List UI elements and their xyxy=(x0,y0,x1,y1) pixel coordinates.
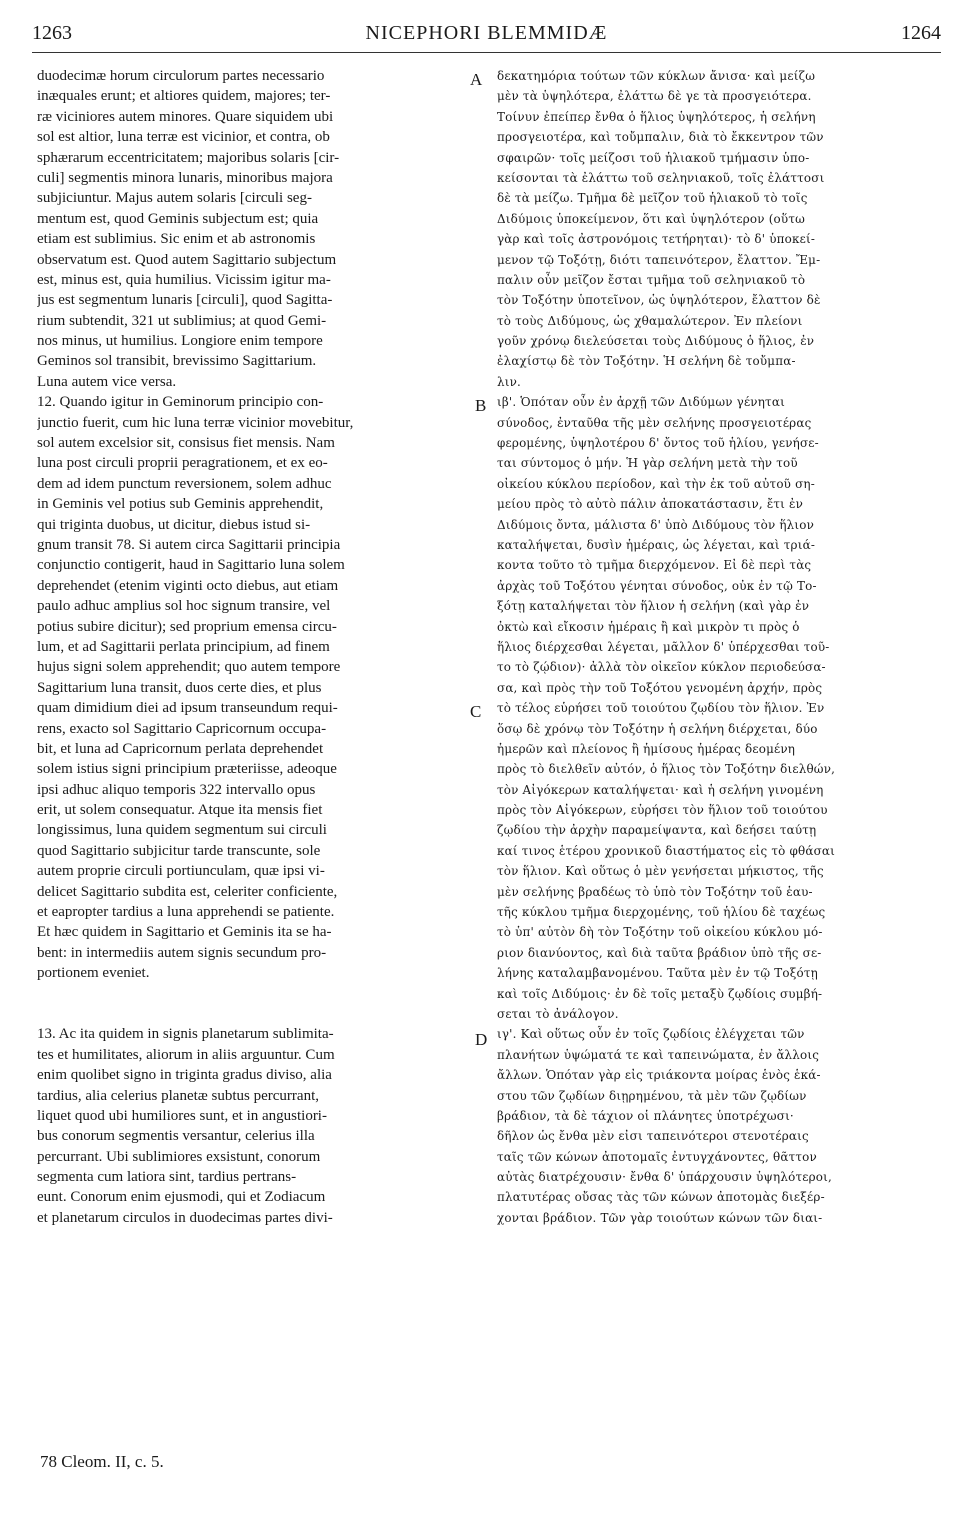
greek-text-line: ἡμερῶν καὶ πλείονος ἢ ἡμίσους ἡμέρας δεομένη xyxy=(497,741,796,756)
greek-text-line: ἀρχὰς τοῦ Τοξότου γένηται σύνοδος, οὐκ ἐν τῷ Το- xyxy=(497,578,817,593)
latin-text-line: enim quolibet signo in triginta gradus diviso, alia xyxy=(37,1067,332,1084)
greek-text-line: τὸ τοὺς Διδύμους, ὡς χθαμαλώτερον. Ἐν πλείονι xyxy=(497,313,803,328)
greek-text-line: δεκατημόρια τούτων τῶν κύκλων ἄνισα· καὶ μείζω xyxy=(497,69,816,83)
latin-text-line: autem proprie circuli portiunculam, quæ ipsi vi- xyxy=(37,863,325,880)
latin-text-line: sol est altior, luna terræ est vicinior, et contra, ob xyxy=(37,129,330,146)
greek-text-line: καταλήψεται, δυσὶν ἡμέραις, ὡς λέγεται, καὶ τριά- xyxy=(497,537,816,552)
latin-text-line: Sagittarium luna transit, duos certe dies, et plus xyxy=(37,679,322,696)
greek-text-line: Διδύμοις ὄντα, μάλιστα δ' ὑπὸ Διδύμους τὸν ἥλιον xyxy=(497,517,815,532)
margin-letter-b: B xyxy=(475,396,487,415)
greek-text-line: οἰκείου κύκλου περίοδον, καὶ τὴν ἐκ τοῦ αὐτοῦ ση- xyxy=(497,476,815,491)
latin-text-line: eunt. Conorum enim ejusmodi, qui et Zodiacum xyxy=(37,1189,326,1206)
greek-text-line: μὲν τὰ ὑψηλότερα, ἐλάττω δὲ γε τὰ προσγειότερα. xyxy=(497,89,812,104)
greek-text-line: κοντα τοῦτο τὸ τμῆμα διερχόμενον. Εἰ δὲ περὶ τὰς xyxy=(497,558,812,573)
latin-text-line: junctio fuerit, cum hic luna terræ vicinior movebitur, xyxy=(37,414,354,431)
header-rule xyxy=(32,52,941,53)
greek-text-line: κείσονται τὰ ἐλάττω τοῦ σεληνιακοῦ, τοῖς ἐλάττοσι xyxy=(497,170,825,185)
latin-text-line: percurrant. Ubi sublimiores exsistunt, conorum xyxy=(37,1148,321,1165)
greek-text-line: ξότῃ καταλήψεται τὸν ἥλιον ἡ σελήνη (καὶ γὰρ ἐν xyxy=(497,599,810,614)
latin-text-line: potius subire dicitur); sed proprium emensa circu- xyxy=(37,618,337,635)
greek-text-line: το τὸ ζῴδιον)· ἀλλὰ τὸν οἰκεῖον κύκλον περιοδεύσα- xyxy=(497,660,826,675)
greek-column xyxy=(497,66,933,1228)
greek-text-line: μείου πρὸς τὸ αὐτὸ πάλιν ἀποκατάστασιν, ἔτι ἐν xyxy=(497,497,804,512)
latin-text-line: hujus signi solem apprehendit; quo autem tempore xyxy=(37,659,341,676)
greek-text-line: καὶ τοῖς Διδύμοις· ἐν δὲ τοῖς μεταξὺ ζῳδίοις συμβή- xyxy=(497,986,823,1001)
latin-text-line: et eapropter tardius a luna apprehendi se patiente. xyxy=(37,904,335,921)
page-header xyxy=(32,22,941,52)
latin-text-line: deprehendet (etenim viginti octo diebus, aut etiam xyxy=(37,577,339,594)
latin-text-line: quod Sagittario subjicitur tarde transcunte, sole xyxy=(37,842,321,859)
greek-text-line: σα, καὶ πρὸς τὴν τοῦ Τοξότου γενομένη ἀρχήν, πρὸς xyxy=(497,680,823,695)
greek-text-line: φερομένης, ὑψηλοτέρου δ' ὄντος τοῦ ἡλίου, γενήσε- xyxy=(497,436,819,451)
greek-text-line: σφαιρῶν· τοῖς μείζοσι τοῦ ἡλιακοῦ τμήμασιν ὑπο- xyxy=(497,150,810,165)
margin-letter-d: D xyxy=(475,1030,488,1049)
page-number-right: 1264 xyxy=(901,22,941,44)
latin-text-line: sol autem excelsior sit, consisus fiet mensis. Nam xyxy=(37,435,335,452)
greek-text-line: Τοίνυν ἐπείπερ ἔνθα ὁ ἥλιος ὑψηλότερος, ἡ σελήνη xyxy=(497,109,816,124)
latin-text-line: Et hæc quidem in Sagittario et Geminis ita se ha- xyxy=(37,924,332,941)
latin-text-line: erit, ut solem consequatur. Atque ita mensis fiet xyxy=(37,802,323,819)
greek-text-line: μὲν σελήνης βραδέως τὸ ὑπὸ τὸν Τοξότην τοῦ ἑαυ- xyxy=(497,884,813,899)
greek-text-line: ζῳδίου τὴν ἀρχὴν παραμείψαντα, καὶ δεήσει ταύτῃ xyxy=(497,823,817,838)
greek-text-line: τὸ ὑπ' αὐτὸν δὴ τὸν Τοξότην τοῦ οἰκείου κύκλου μό- xyxy=(497,925,823,940)
latin-text-line xyxy=(37,1004,467,1024)
latin-text-line: quam dimidium diei ad ipsum transeundum requi- xyxy=(37,700,338,717)
greek-text-line: δῆλον ὡς ἔνθα μὲν εἰσι ταπεινότεροι στενοτέραις xyxy=(497,1129,809,1144)
latin-text-line: in Geminis vel potius sub Geminis apprehendit, xyxy=(37,496,324,513)
greek-text-line: ἥλιος διέρχεσθαι λέγεται, μᾶλλον δ' ὑπέρχεσθαι τοῦ- xyxy=(497,639,830,654)
latin-text-line: duodecimæ horum circulorum partes necessario xyxy=(37,68,325,84)
latin-text-line: paulo adhuc amplius sol hoc signum transire, vel xyxy=(37,598,331,615)
greek-text-line: σεται τὸ ἀνάλογον. xyxy=(497,1006,619,1021)
greek-text-line: λιν. xyxy=(497,374,522,389)
greek-text-line: ἄλλων. Ὁπόταν γὰρ εἰς τριάκοντα μοίρας ἑνὸς ἑκά- xyxy=(497,1068,821,1083)
greek-text-line: στου τῶν ζῳδίων διῃρημένου, τὰ μὲν τῶν ζῳδίων xyxy=(497,1088,807,1103)
latin-text-line: tardius, alia celerius planetæ subtus percurrant, xyxy=(37,1087,319,1104)
footnote: 78 Cleom. II, c. 5. xyxy=(40,1452,164,1471)
latin-text-line: est, minus est, quia humilius. Vicissim igitur ma- xyxy=(37,271,331,288)
running-title: NICEPHORI BLEMMIDÆ xyxy=(365,22,608,44)
latin-text-line: etiam est sublimius. Sic enim et ab astronomis xyxy=(37,231,316,248)
greek-text-line: χονται βράδιον. Τῶν γὰρ τοιούτων κώνων τῶν διαι- xyxy=(497,1210,823,1225)
latin-text-line: bent: in intermediis autem signis secundum pro- xyxy=(37,944,327,961)
greek-text-line: πρὸς τὸν Αἰγόκερων, εὑρήσει τὸν ἥλιον τοῦ τοιούτου xyxy=(497,803,828,818)
latin-text-line: rens, exacto sol Sagittario Capricornum occupa- xyxy=(37,720,327,737)
latin-text-line: gnum transit 78. Si autem circa Sagittarii principia xyxy=(37,536,341,553)
latin-text-line: ræ viciniores autem minores. Quare siquidem ubi xyxy=(37,108,334,125)
latin-text-line: solem istius signi principium præteriisse, adeoque xyxy=(37,761,337,778)
latin-text-line: liquet quod ubi humiliores sunt, et in angustiori- xyxy=(37,1107,327,1124)
greek-text-line: τὸν Τοξότην ὑποτεῖνον, ὡς ὑψηλότερον, ἔλαττον δὲ xyxy=(497,293,821,308)
greek-text-line: ὀκτὼ καὶ εἴκοσιν ἡμέραις ἢ καὶ μικρὸν τι πρὸς ὁ xyxy=(497,619,800,634)
latin-text-line: qui triginta duobus, ut dicitur, diebus istud si- xyxy=(37,516,311,533)
latin-text-line: longissimus, luna quidem segmentum sui circuli xyxy=(37,822,327,839)
latin-text-line: Luna autem vice versa. xyxy=(37,373,177,390)
latin-text-line: jus est segmentum lunaris [circuli], quod Sagitta- xyxy=(37,292,333,309)
greek-text-line: ἐλαχίστῳ δὲ τὸν Τοξότην. Ἡ σελήνη δὲ τοὔμπα- xyxy=(497,354,796,369)
latin-text-line: conjunctio contigerit, haud in Sagittario luna solem xyxy=(37,557,345,574)
greek-text-line: ριον διανύοντος, καὶ διὰ ταῦτα βράδιον ὑπὸ τῆς σε- xyxy=(497,945,822,960)
latin-text-line: luna post circuli proprii peragrationem, et ex eo- xyxy=(37,455,328,472)
greek-text-line: πλατυτέρας οὔσας τὰς τῶν κώνων ἀποτομὰς διεξέρ- xyxy=(497,1190,825,1205)
greek-text-line: γοῦν χρόνῳ διελεύσεται τοὺς Διδύμους ὁ ἥλιος, ἐν xyxy=(497,334,815,349)
latin-text-line: segmenta cum latiora sint, tardius pertrans- xyxy=(37,1169,297,1186)
latin-text-line: nos minus, ut humilius. Longiore enim tempore xyxy=(37,333,323,350)
greek-text-line: τὸ τέλος εὑρήσει τοῦ τοιούτου ζῳδίου τὸν ἥλιον. Ἐν xyxy=(497,701,825,716)
margin-letter-c: C xyxy=(470,702,482,721)
latin-column xyxy=(37,66,467,1228)
greek-text-line: δὲ τὰ μείζω. Τμῆμα δὲ μεῖζον τοῦ ἡλιακοῦ τὸ τοῖς xyxy=(497,191,808,206)
greek-text-line: ται σύντομος ὁ μήν. Ἡ γὰρ σελήνη μετὰ τὴν τοῦ xyxy=(497,456,798,471)
latin-text-line: 13. Ac ita quidem in signis planetarum sublimita- xyxy=(37,1026,334,1043)
greek-text-line: πλανήτων ὑψώματά τε καὶ ταπεινώματα, ἐν ἄλλοις xyxy=(497,1047,820,1062)
latin-text-line: lum, et ad Sagittarii perlata principium, ad finem xyxy=(37,638,330,655)
greek-text-line: ὅσῳ δὲ χρόνῳ τὸν Τοξότην ἡ σελήνη διέρχεται, δύο xyxy=(497,721,818,736)
greek-text-line: λήνης καταλαμβανομένου. Ταῦτα μὲν ἐν τῷ Τοξότῃ xyxy=(497,966,819,981)
latin-text-line: rium subtendit, 321 ut sublimius; at quod Gemi- xyxy=(37,312,327,329)
latin-text-line: observatum est. Quod autem Sagittario subjectum xyxy=(37,251,337,268)
latin-text-line: tes et humilitates, aliorum in aliis arguuntur. Cum xyxy=(37,1046,335,1063)
latin-text-line: subjiciuntur. Majus autem solaris [circuli seg- xyxy=(37,190,312,207)
greek-text-line: παλιν οὖν μεῖζον ἔσται τμῆμα τοῦ σεληνιακοῦ τὸ xyxy=(497,272,806,287)
greek-text-line: γὰρ καὶ τοῖς ἀστρονόμοις τετήρηται)· τὸ δ' ὑποκεί- xyxy=(497,232,816,247)
latin-text-line xyxy=(37,984,467,1004)
greek-text-line: καί τινος ἑτέρου χρονικοῦ διαστήματος εἰς τὸ φθάσαι xyxy=(497,843,835,858)
greek-text-line: προσγειοτέρα, καὶ τοὔμπαλιν, διὰ τὸ ἔκκεντρον τῶν xyxy=(497,130,824,145)
greek-text-line: ιβ'. Ὁπόταν οὖν ἐν ἀρχῇ τῶν Διδύμων γένηται xyxy=(497,395,785,410)
greek-text-line: σύνοδος, ἐνταῦθα τῆς μὲν σελήνης προσγειοτέρας xyxy=(497,415,812,430)
greek-text-line: ιγ'. Καὶ οὕτως οὖν ἐν τοῖς ζῳδίοις ἐλέγχεται τῶν xyxy=(497,1027,805,1042)
greek-text-line: πρὸς τὸ διελθεῖν αὐτόν, ὁ ἥλιος τὸν Τοξότην διελθών, xyxy=(497,762,836,777)
greek-text-line: τὸν Αἰγόκερων καταλήψεται· καὶ ἡ σελήνη γινομένη xyxy=(497,782,824,797)
latin-text-line: Geminos sol transibit, brevissimo Sagittarium. xyxy=(37,353,317,370)
latin-text-line: dem ad idem punctum reversionem, solem adhuc xyxy=(37,475,332,492)
latin-text-line: ipsi adhuc aliquo temporis 322 intervallo opus xyxy=(37,781,316,798)
latin-text-line: bus conorum segmentis versantur, celerius illa xyxy=(37,1128,315,1145)
latin-text-line: 12. Quando igitur in Geminorum principio con- xyxy=(37,394,324,411)
greek-text-line: Διδύμοις ὑποκείμενον, ὅτι καὶ ὑψηλότερον (οὕτω xyxy=(497,211,805,226)
margin-letter-a: A xyxy=(470,70,483,89)
greek-text-line: μενον τῷ Τοξότῃ, διότι ταπεινότερον, ἔλαττον. Ἔμ- xyxy=(497,252,821,267)
latin-text-line: portionem eveniet. xyxy=(37,965,150,982)
greek-text-line: αὐτὰς διατρέχουσιν· ἔνθα δ' ὑπάρχουσιν ὑψηλότεροι, xyxy=(497,1170,832,1185)
greek-text-line: ταῖς τῶν κώνων ἀποτομαῖς ἐντυγχάνοντες, θᾶττον xyxy=(497,1149,817,1164)
latin-text-line: delicet Sagittario subdita est, celeriter conficiente, xyxy=(37,883,338,900)
latin-text-line: bit, et luna ad Capricornum perlata deprehendet xyxy=(37,740,324,757)
greek-text-line: τῆς κύκλου τμῆμα διερχομένης, τοῦ ἡλίου δὲ ταχέως xyxy=(497,905,826,920)
latin-text-line: mentum est, quod Geminis subjectum est; quia xyxy=(37,210,319,227)
latin-text-line: culi] segmentis minora lunaris, minoribus majora xyxy=(37,169,333,186)
greek-text-line: τὸν ἥλιον. Καὶ οὕτως ὁ μὲν γενήσεται μήκιστος, τῆς xyxy=(497,864,824,879)
latin-text-line: inæquales erunt; et altiores quidem, majores; ter- xyxy=(37,88,331,105)
latin-text-line: et planetarum circulos in duodecimas partes divi- xyxy=(37,1209,333,1226)
latin-text-line: sphærarum eccentricitatem; majoribus solaris [cir- xyxy=(37,149,340,166)
greek-text-line: βράδιον, τὰ δὲ τάχιον οἱ πλάνητες ὑποτρέχωσι· xyxy=(497,1108,794,1123)
page-number-left: 1263 xyxy=(32,22,72,44)
